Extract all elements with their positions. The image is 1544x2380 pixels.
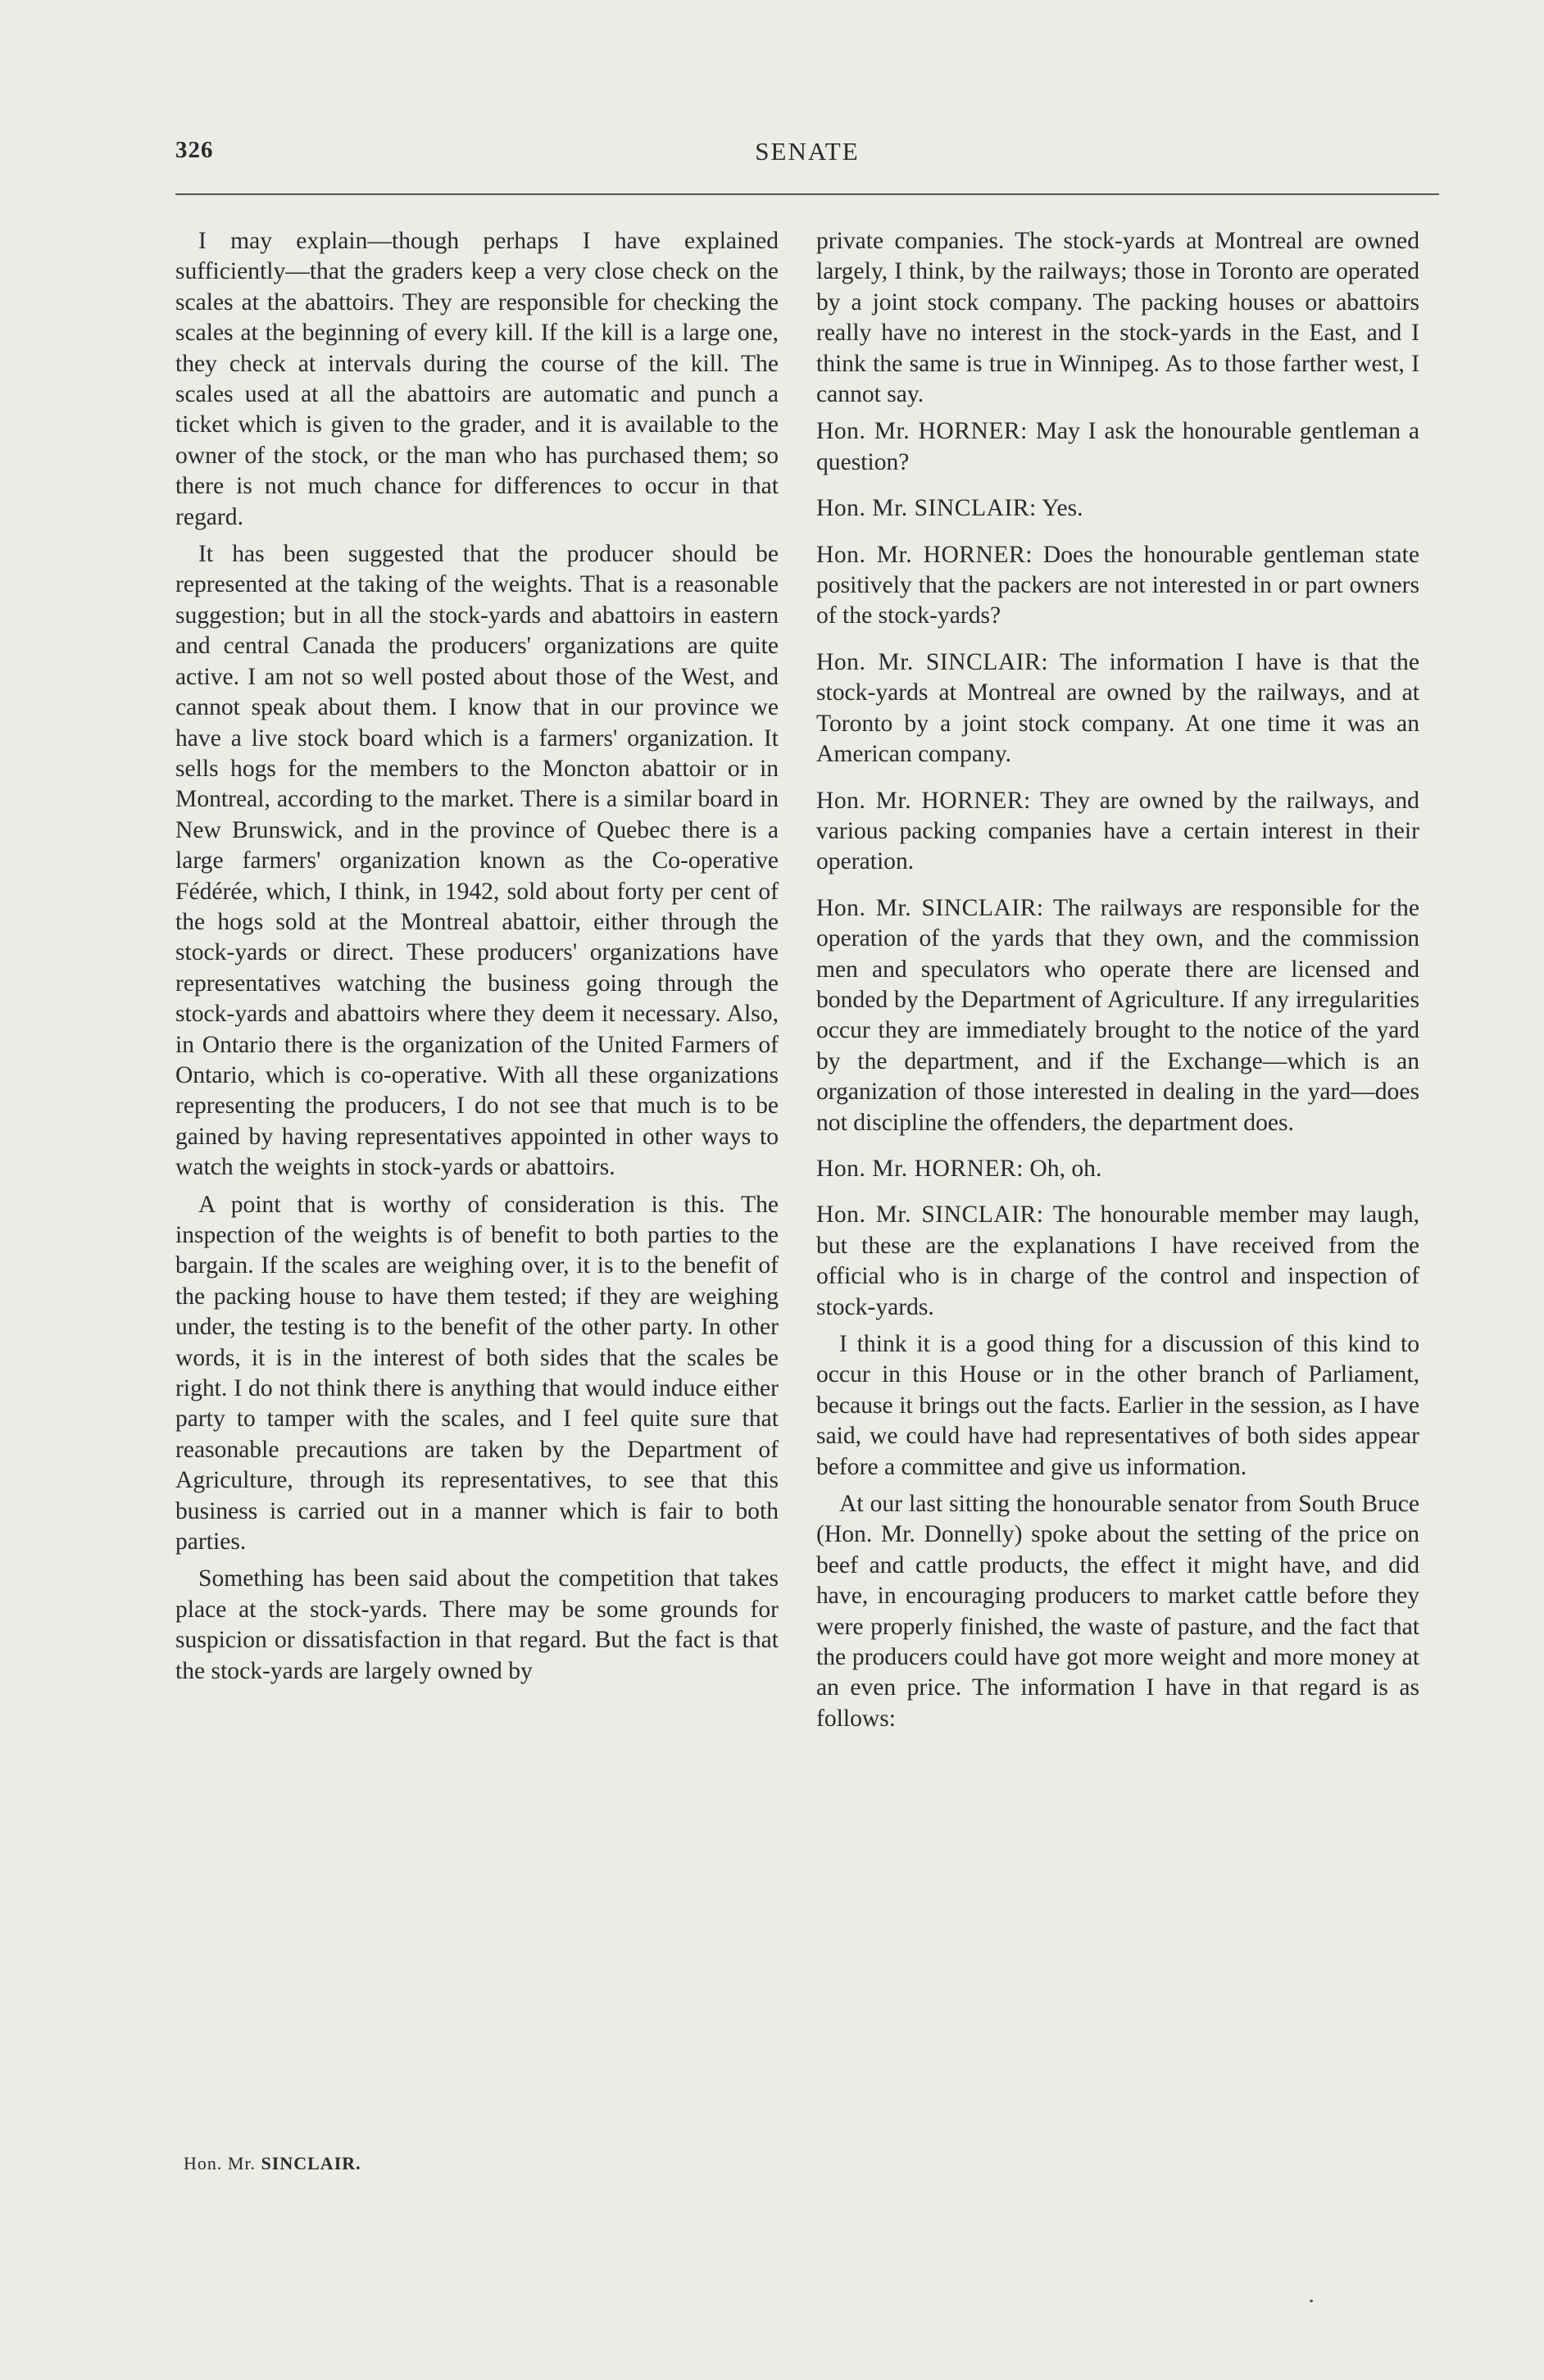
speech-text: Does the honourable gentleman state positively that the packers are not interested in or part owners of the stock-yards? <box>816 541 1419 629</box>
speaker-name: Hon. Mr. HORNER: <box>816 541 1033 568</box>
speech <box>816 416 1419 478</box>
right-column <box>816 226 1419 1741</box>
speaker-name: Hon. Mr. SINCLAIR: <box>816 894 1044 921</box>
speaker-name: Hon. Mr. SINCLAIR: <box>816 648 1049 675</box>
footer-prefix: Hon. Mr. <box>184 2153 257 2173</box>
paragraph: At our last sitting the honourable senator from South Bruce (Hon. Mr. Donnelly) spoke about the setting of the price on beef and cattle products, the effect it might have, and did have, in encouraging producers to market cattle before they were properly finished, the waste of pasture, and the fact that the producers could have got more weight and more money at an even price. The information I have in that regard is as follows: <box>816 1491 1419 1732</box>
speech <box>816 493 1419 524</box>
header-rule <box>175 193 1439 195</box>
page-number: 326 <box>175 137 214 163</box>
speech <box>816 540 1419 632</box>
speech-text: They are owned by the railways, and various packing companies have a certain interest in their operation. <box>816 787 1419 875</box>
speaker-name: Hon. Mr. HORNER: <box>816 418 1028 445</box>
speech <box>816 1154 1419 1184</box>
print-speck <box>1310 2300 1313 2302</box>
speaker-name: Hon. Mr. SINCLAIR: <box>816 495 1037 522</box>
footer-name: SINCLAIR. <box>261 2153 361 2173</box>
paragraph: Something has been said about the competition that takes place at the stock-yards. There may be some grounds for suspicion or dissatisfaction in that regard. But the fact is that the stock-yards are largely owned by <box>175 1565 779 1684</box>
paragraph: It has been suggested that the producer should be represented at the taking of the weights. That is a reasonable suggestion; but in all the stock-yards and abattoirs in eastern and central Canada the producers' organizations are quite active. I am not so well posted about those of the West, and cannot speak about them. I know that in our province we have a live stock board which is a farmers' organization. It sells hogs for the members to the Moncton abattoir or in Montreal, according to the market. There is a similar board in New Brunswick, and in the province of Quebec there is a large farmers' organization known as the Co-operative Fédérée, which, I think, in 1942, sold about forty per cent of the hogs sold at the Montreal abattoir, either through the stock-yards or direct. These producers' organizations have representatives watching the business going through the stock-yards and abattoirs where they deem it necessary. Also, in Ontario there is the organization of the United Farmers of Ontario, which is co-operative. With all these organizations representing the producers, I do not see that much is to be gained by having representatives appointed in other ways to watch the weights in stock-yards or abattoirs. <box>175 541 779 1181</box>
speech-text: Yes. <box>1042 495 1083 522</box>
speaker-name: Hon. Mr. SINCLAIR: <box>816 1201 1044 1229</box>
paragraph: I may explain—though perhaps I have explained sufficiently—that the graders keep a very close check on the scales at the abattoirs. They are responsible for checking the scales at the beginning of every kill. If the kill is a large one, they check at intervals during the course of the kill. The scales used at all the abattoirs are automatic and punch a ticket which is given to the grader, and it is available to the owner of the stock, or the man who has purchased them; so there is not much chance for differences to occur in that regard. <box>175 228 779 530</box>
speech-text: The railways are responsible for the operation of the yards that they own, and the commission men and speculators who operate there are licensed and bonded by the Department of Agriculture. If any irregularities occur they are immediately brought to the notice of the yard by the department, and if the Exchange—which is an organization of those interested in dealing in the yard—does not discipline the offenders, the department does. <box>816 894 1419 1136</box>
speech <box>816 786 1419 878</box>
speech <box>816 893 1419 1138</box>
left-column <box>175 226 779 1693</box>
speaker-name: Hon. Mr. HORNER: <box>816 1155 1024 1182</box>
continuation-paragraph: private companies. The stock-yards at Montreal are owned largely, I think, by the railways; those in Toronto are operated by a joint stock company. The packing houses or abattoirs really have no interest in the stock-yards in the East, and I think the same is true in Winnipeg. As to those farther west, I cannot say. <box>816 228 1419 408</box>
speech <box>816 1200 1419 1323</box>
page-header <box>175 134 1439 173</box>
speaker-name: Hon. Mr. HORNER: <box>816 787 1031 814</box>
paragraph: I think it is a good thing for a discussion of this kind to occur in this House or in the other branch of Parliament, because it brings out the facts. Earlier in the session, as I have said, we could have had representatives of both sides appear before a committee and give us information. <box>816 1331 1419 1480</box>
running-head: SENATE <box>755 137 860 166</box>
footer-speaker <box>184 2153 361 2174</box>
speech-text: The information I have is that the stock-yards at Montreal are owned by the railways, and at Toronto by a joint stock company. At one time it was an American company. <box>816 648 1419 768</box>
paragraph: A point that is worthy of consideration is this. The inspection of the weights is of benefit to both parties to the bargain. If the scales are weighing over, it is to the benefit of the packing house to have them tested; if they are weighing under, the testing is to the benefit of the other party. In other words, it is in the interest of both sides that the scales be right. I do not think there is anything that would induce either party to tamper with the scales, and I feel quite sure that reasonable precautions are taken by the Department of Agriculture, through its representatives, to see that this business is carried out in a manner which is fair to both parties. <box>175 1191 779 1556</box>
speech-text: The honourable member may laugh, but these are the explanations I have received from the official who is in charge of the control and inspection of stock-yards. <box>816 1201 1419 1320</box>
speech <box>816 647 1419 770</box>
speech-text: May I ask the honourable gentleman a question? <box>816 418 1419 475</box>
speech-text: Oh, oh. <box>1029 1155 1102 1182</box>
